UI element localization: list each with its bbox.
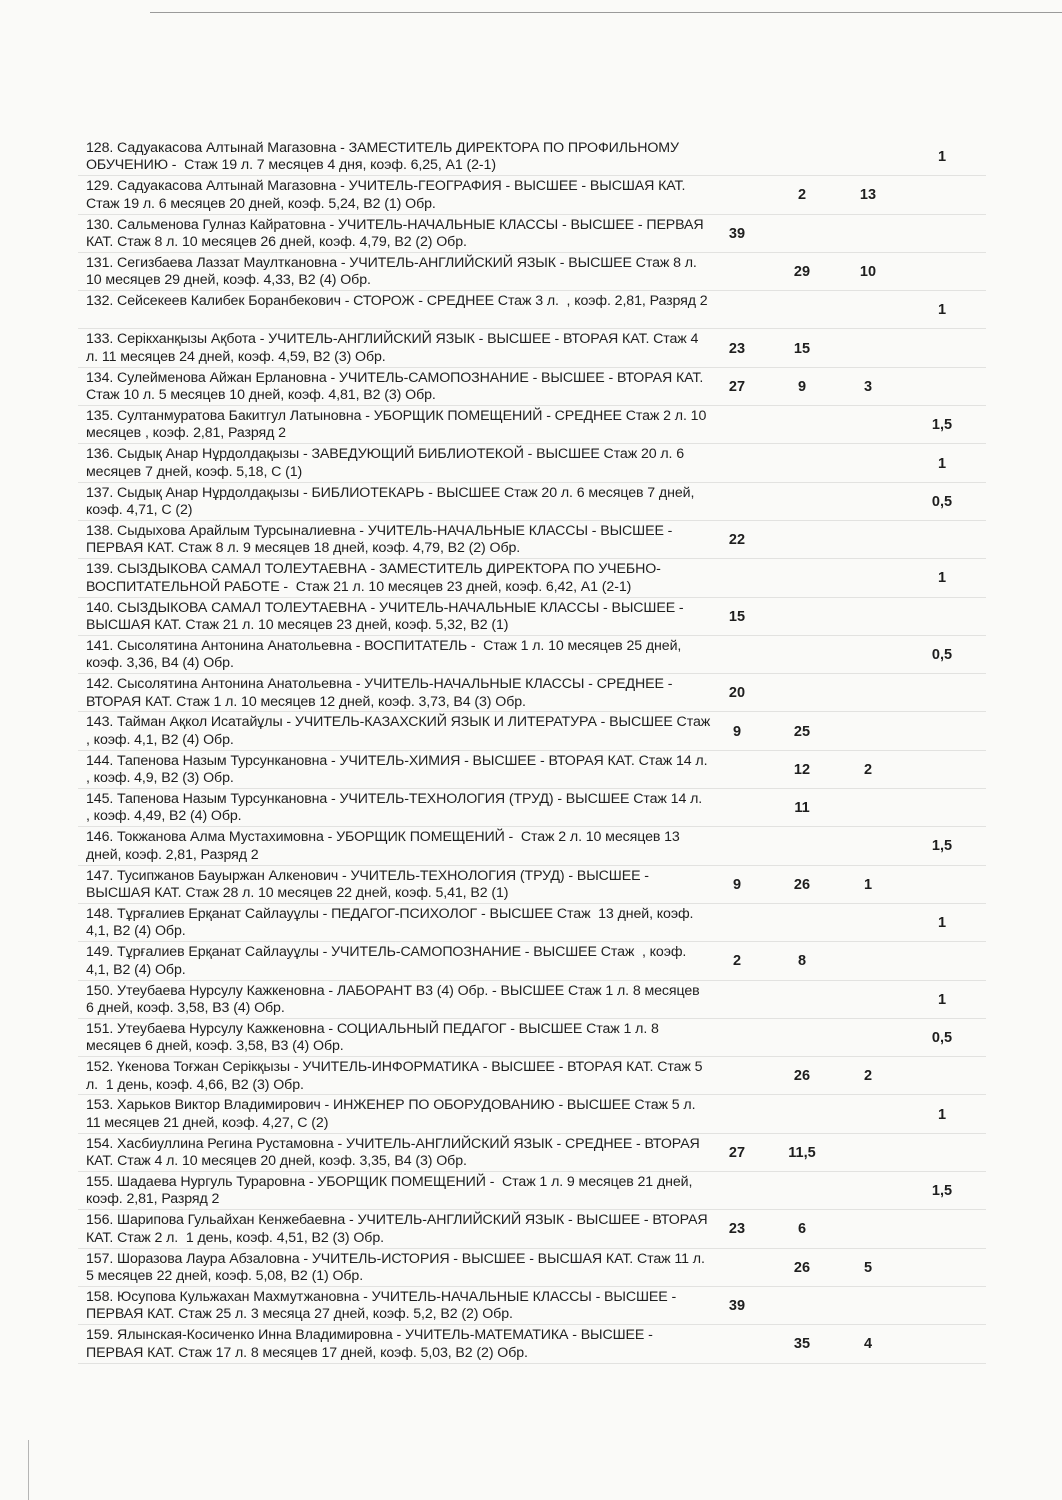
hours-cell-c1	[712, 751, 762, 789]
hours-cell-c1: 27	[728, 378, 746, 395]
table-row	[78, 444, 986, 482]
hours-cell-c1: 23	[728, 1221, 746, 1238]
hours-cell-c4	[917, 1287, 967, 1325]
hours-cell-c1	[712, 1325, 762, 1363]
hours-cell-c4	[917, 1249, 967, 1287]
hours-cell-c3: 2	[863, 761, 873, 778]
staff-description: 130. Сальменова Гулназ Кайратовна - УЧИТЕЛЬ-НАЧАЛЬНЫЕ КЛАССЫ - ВЫСШЕЕ - ПЕРВАЯ КАТ. Стаж 8 л. 10 месяцев 26 дней, коэф. 4,79, В2 (2) Обр.	[86, 216, 708, 250]
hours-cell-c2	[777, 1287, 827, 1325]
hours-cell-c4	[917, 789, 967, 827]
hours-cell-c1: 27	[728, 1144, 746, 1161]
hours-cell-c3: 2	[863, 1068, 873, 1085]
hours-cell-c4: 1	[937, 570, 947, 587]
hours-cell-c2: 11,5	[788, 1144, 816, 1161]
staff-description: 139. СЫЗДЫКОВА САМАЛ ТОЛЕУТАЕВНА - ЗАМЕСТИТЕЛЬ ДИРЕКТОРА ПО УЧЕБНО-ВОСПИТАТЕЛЬНОЙ РАБОТЕ - Стаж 21 л. 10 месяцев 23 дней, коэф. 6,42, А1 (2-1)	[86, 561, 661, 595]
hours-cell-c2: 26	[793, 1068, 811, 1085]
staff-description: 158. Юсупова Кульжахан Махмутжановна - УЧИТЕЛЬ-НАЧАЛЬНЫЕ КЛАССЫ - ВЫСШЕЕ - ПЕРВАЯ КАТ. Стаж 25 л. 3 месяца 27 дней, коэф. 5,2, В2 (2) Обр.	[86, 1288, 680, 1323]
hours-cell-c4	[917, 215, 967, 253]
hours-cell-c2	[777, 406, 827, 444]
staff-description: 132. Сейсекеев Калибек Боранбекович - СТОРОЖ - СРЕДНЕЕ Стаж 3 л. , коэф. 2,81, Разряд 2	[86, 293, 708, 310]
row-divider	[78, 1363, 986, 1364]
hours-cell-c2	[777, 521, 827, 559]
table-row	[78, 138, 986, 176]
staff-description: 155. Шадаева Нургуль Тураровна - УБОРЩИК ПОМЕЩЕНИЙ - Стаж 1 л. 9 месяцев 21 дней, коэф. 2,81, Разряд 2	[86, 1174, 697, 1208]
hours-cell-c1: 22	[728, 532, 746, 549]
staff-description: 133. Серікханқызы Ақбота - УЧИТЕЛЬ-АНГЛИЙСКИЙ ЯЗЫК - ВЫСШЕЕ - ВТОРАЯ КАТ. Стаж 4 л. 11 месяцев 24 дней, коэф. 4,59, В2 (3) Обр.	[86, 331, 703, 365]
hours-cell-c2	[777, 827, 827, 865]
hours-cell-c4: 1,5	[931, 838, 953, 855]
staff-description: 138. Сыдыхова Арайлым Турсыналиевна - УЧИТЕЛЬ-НАЧАЛЬНЫЕ КЛАССЫ - ВЫСШЕЕ - ПЕРВАЯ КАТ. Стаж 8 л. 9 месяцев 18 дней, коэф. 4,79, В2 (2) Обр.	[86, 522, 677, 557]
table-row	[78, 636, 986, 674]
hours-cell-c4	[917, 521, 967, 559]
hours-cell-c4	[917, 942, 967, 980]
staff-description: 152. Үкенова Тоғжан Серікқызы - УЧИТЕЛЬ-ИНФОРМАТИКА - ВЫСШЕЕ - ВТОРАЯ КАТ. Стаж 5 л. 1 день, коэф. 4,66, В2 (3) Обр.	[86, 1059, 707, 1093]
staff-description: 136. Сыдық Анар Нұрдолдақызы - ЗАВЕДУЮЩИЙ БИБЛИОТЕКОЙ - ВЫСШЕЕ Стаж 20 л. 6 месяцев 7 дней, коэф. 5,18, С (1)	[86, 446, 688, 480]
hours-cell-c3: 13	[859, 187, 877, 204]
hours-cell-c2	[777, 1019, 827, 1057]
hours-cell-c3	[843, 444, 893, 482]
hours-cell-c1: 39	[728, 1298, 746, 1315]
table-row	[78, 1287, 986, 1325]
table-row	[78, 712, 986, 750]
staff-description: 147. Тусипжанов Бауыржан Алкенович - УЧИТЕЛЬ-ТЕХНОЛОГИЯ (ТРУД) - ВЫСШЕЕ - ВЫСШАЯ КАТ. Стаж 28 л. 10 месяцев 22 дней, коэф. 5,41, В2 (1)	[86, 867, 653, 902]
hours-cell-c4	[917, 368, 967, 406]
hours-cell-c1: 20	[728, 685, 746, 702]
table-row	[78, 674, 986, 712]
staff-description: 140. СЫЗДЫКОВА САМАЛ ТОЛЕУТАЕВНА - УЧИТЕЛЬ-НАЧАЛЬНЫЕ КЛАССЫ - ВЫСШЕЕ - ВЫСШАЯ КАТ. Стаж 21 л. 10 месяцев 23 дней, коэф. 5,32, В2 (1)	[86, 599, 688, 633]
hours-cell-c3: 1	[863, 876, 873, 893]
hours-cell-c4	[917, 253, 967, 291]
table-row	[78, 329, 986, 367]
hours-cell-c2	[777, 1172, 827, 1210]
hours-cell-c3	[843, 904, 893, 942]
hours-cell-c3: 5	[863, 1259, 873, 1276]
hours-cell-c2: 26	[793, 876, 811, 893]
staff-description: 156. Шарипова Гульайхан Кенжебаевна - УЧИТЕЛЬ-АНГЛИЙСКИЙ ЯЗЫК - ВЫСШЕЕ - ВТОРАЯ КАТ. Стаж 2 л. 1 день, коэф. 4,51, В2 (3) Обр.	[86, 1212, 712, 1246]
staff-description: 145. Тапенова Назым Турсункановна - УЧИТЕЛЬ-ТЕХНОЛОГИЯ (ТРУД) - ВЫСШЕЕ Стаж 14 л. , коэф. 4,49, В2 (4) Обр.	[86, 791, 710, 825]
hours-cell-c2: 11	[794, 800, 810, 817]
hours-cell-c4: 1	[937, 915, 947, 932]
hours-cell-c1	[712, 406, 762, 444]
hours-cell-c4: 1,5	[931, 1183, 953, 1200]
hours-cell-c1	[712, 827, 762, 865]
staff-description: 151. Утеубаева Нурсулу Кажкеновна - СОЦИАЛЬНЫЙ ПЕДАГОГ - ВЫСШЕЕ Стаж 1 л. 8 месяцев 6 дней, коэф. 3,58, В3 (4) Обр.	[86, 1020, 663, 1055]
hours-cell-c2	[777, 138, 827, 176]
hours-cell-c2	[777, 674, 827, 712]
hours-cell-c3	[843, 636, 893, 674]
hours-cell-c3	[843, 827, 893, 865]
staff-description: 148. Тұрғалиев Ерқанат Сайлауұлы - ПЕДАГОГ-ПСИХОЛОГ - ВЫСШЕЕ Стаж 13 дней, коэф. 4,1, В2 (4) Обр.	[86, 905, 698, 940]
hours-cell-c3	[843, 329, 893, 367]
hours-cell-c1: 9	[732, 723, 742, 740]
hours-cell-c2	[777, 904, 827, 942]
hours-cell-c3	[843, 559, 893, 597]
table-row	[78, 291, 986, 329]
staff-description: 159. Ялынская-Косиченко Инна Владимировна - УЧИТЕЛЬ-МАТЕМАТИКА - ВЫСШЕЕ - ПЕРВАЯ КАТ. Стаж 17 л. 8 месяцев 17 дней, коэф. 5,03, В2 (2) Обр.	[86, 1327, 657, 1361]
hours-cell-c1	[712, 138, 762, 176]
hours-cell-c3	[843, 1287, 893, 1325]
table-row	[78, 866, 986, 904]
hours-cell-c2	[777, 1095, 827, 1133]
table-row	[78, 1095, 986, 1133]
hours-cell-c2: 25	[793, 723, 811, 740]
table-row	[78, 1249, 986, 1287]
hours-cell-c3	[843, 1210, 893, 1248]
hours-cell-c3	[843, 789, 893, 827]
hours-cell-c1	[712, 559, 762, 597]
table-row	[78, 942, 986, 980]
hours-cell-c3	[843, 483, 893, 521]
hours-cell-c1: 2	[732, 953, 742, 970]
staff-description: 153. Харьков Виктор Владимирович - ИНЖЕНЕР ПО ОБОРУДОВАНИЮ - ВЫСШЕЕ Стаж 5 л. 11 месяцев 21 дней, коэф. 4,27, С (2)	[86, 1097, 700, 1131]
table-row	[78, 827, 986, 865]
hours-cell-c2: 8	[797, 953, 807, 970]
hours-cell-c4	[917, 176, 967, 214]
table-row	[78, 1172, 986, 1210]
hours-cell-c1: 9	[732, 876, 742, 893]
hours-cell-c1	[712, 981, 762, 1019]
hours-cell-c1: 39	[728, 225, 746, 242]
table-row	[78, 1019, 986, 1057]
hours-cell-c2	[777, 444, 827, 482]
hours-cell-c3	[843, 598, 893, 636]
staff-description: 150. Утеубаева Нурсулу Кажкеновна - ЛАБОРАНТ В3 (4) Обр. - ВЫСШЕЕ Стаж 1 л. 8 месяцев 6 дней, коэф. 3,58, В3 (4) Обр.	[86, 982, 704, 1016]
hours-cell-c1	[712, 1249, 762, 1287]
staff-description: 154. Хасбиуллина Регина Рустамовна - УЧИТЕЛЬ-АНГЛИЙСКИЙ ЯЗЫК - СРЕДНЕЕ - ВТОРАЯ КАТ. Стаж 4 л. 10 месяцев 20 дней, коэф. 3,35, В4 (3) Обр.	[86, 1135, 704, 1170]
table-row	[78, 1210, 986, 1248]
staff-description: 149. Тұрғалиев Ерқанат Сайлауұлы - УЧИТЕЛЬ-САМОПОЗНАНИЕ - ВЫСШЕЕ Стаж , коэф. 4,1, В2 (4) Обр.	[86, 944, 691, 978]
table-row	[78, 253, 986, 291]
staff-description: 143. Тайман Ақкол Исатайұлы - УЧИТЕЛЬ-КАЗАХСКИЙ ЯЗЫК И ЛИТЕРАТУРА - ВЫСШЕЕ Стаж , коэф. 4,1, В2 (4) Обр.	[86, 714, 718, 748]
hours-cell-c4	[917, 1134, 967, 1172]
hours-cell-c2	[777, 636, 827, 674]
hours-cell-c3	[843, 215, 893, 253]
staff-description: 141. Сысолятина Антонина Анатольевна - ВОСПИТАТЕЛЬ - Стаж 1 л. 10 месяцев 25 дней, коэф. 3,36, В4 (4) Обр.	[86, 637, 686, 672]
staff-description: 144. Тапенова Назым Турсункановна - УЧИТЕЛЬ-ХИМИЯ - ВЫСШЕЕ - ВТОРАЯ КАТ. Стаж 14 л. , коэф. 4,9, В2 (3) Обр.	[86, 752, 716, 787]
hours-cell-c2	[777, 483, 827, 521]
hours-cell-c1: 23	[728, 340, 746, 357]
table-row	[78, 904, 986, 942]
hours-cell-c3: 3	[863, 378, 873, 395]
hours-cell-c4: 0,5	[931, 1029, 953, 1046]
hours-cell-c4	[917, 1210, 967, 1248]
table-row	[78, 406, 986, 444]
hours-cell-c4	[917, 1057, 967, 1095]
hours-cell-c2: 12	[793, 761, 811, 778]
hours-cell-c4	[917, 866, 967, 904]
hours-cell-c2	[777, 981, 827, 1019]
hours-cell-c4: 0,5	[931, 647, 953, 663]
hours-cell-c2: 9	[797, 378, 807, 395]
hours-cell-c1	[712, 1057, 762, 1095]
hours-cell-c4: 1	[937, 455, 947, 472]
hours-cell-c3	[843, 1134, 893, 1172]
hours-cell-c1	[712, 1172, 762, 1210]
hours-cell-c4: 1	[937, 1106, 947, 1123]
hours-cell-c3	[843, 1019, 893, 1057]
hours-cell-c3	[843, 1095, 893, 1133]
table-row	[78, 521, 986, 559]
hours-cell-c4: 0,5	[931, 493, 953, 510]
hours-cell-c3	[843, 291, 893, 329]
hours-cell-c2: 6	[797, 1221, 807, 1238]
hours-cell-c4: 1	[937, 302, 947, 319]
hours-cell-c2	[777, 598, 827, 636]
hours-cell-c3	[843, 981, 893, 1019]
staff-description: 128. Садуакасова Алтынай Магазовна - ЗАМЕСТИТЕЛЬ ДИРЕКТОРА ПО ПРОФИЛЬНОМУ ОБУЧЕНИЮ - Стаж 19 л. 7 месяцев 4 дня, коэф. 6,25, А1 (2-1)	[86, 140, 683, 174]
hours-cell-c3	[843, 521, 893, 559]
hours-cell-c1: 15	[728, 608, 746, 625]
left-margin-line	[28, 1440, 29, 1500]
table-row	[78, 598, 986, 636]
staff-description: 134. Сулейменова Айжан Ерлановна - УЧИТЕЛЬ-САМОПОЗНАНИЕ - ВЫСШЕЕ - ВТОРАЯ КАТ. Стаж 10 л. 5 месяцев 10 дней, коэф. 4,81, В2 (3) Обр.	[86, 369, 708, 404]
hours-cell-c2: 26	[793, 1259, 811, 1276]
table-row	[78, 215, 986, 253]
hours-cell-c4	[917, 1325, 967, 1363]
hours-cell-c3	[843, 138, 893, 176]
hours-cell-c4	[917, 674, 967, 712]
top-border-line	[150, 12, 1062, 13]
hours-cell-c1	[712, 789, 762, 827]
hours-cell-c1	[712, 1019, 762, 1057]
hours-cell-c3	[843, 674, 893, 712]
hours-cell-c2	[777, 559, 827, 597]
hours-cell-c2	[777, 291, 827, 329]
hours-cell-c1	[712, 1095, 762, 1133]
hours-cell-c2: 29	[793, 264, 811, 281]
table-row	[78, 751, 986, 789]
staff-description: 157. Шоразова Лаура Абзаловна - УЧИТЕЛЬ-ИСТОРИЯ - ВЫСШЕЕ - ВЫСШАЯ КАТ. Стаж 11 л. 5 месяцев 22 дней, коэф. 5,08, В2 (1) Обр.	[86, 1250, 709, 1285]
hours-cell-c3	[843, 1172, 893, 1210]
hours-cell-c2: 35	[793, 1336, 811, 1353]
staff-description: 131. Сегизбаева Лаззат Маулткановна - УЧИТЕЛЬ-АНГЛИЙСКИЙ ЯЗЫК - ВЫСШЕЕ Стаж 8 л. 10 месяцев 29 дней, коэф. 4,33, В2 (4) Обр.	[86, 254, 701, 289]
table-row	[78, 1325, 986, 1363]
staff-description: 129. Садуакасова Алтынай Магазовна - УЧИТЕЛЬ-ГЕОГРАФИЯ - ВЫСШЕЕ - ВЫСШАЯ КАТ. Стаж 19 л. 6 месяцев 20 дней, коэф. 5,24, В2 (1) Обр.	[86, 178, 690, 212]
hours-cell-c2: 15	[793, 340, 811, 357]
hours-cell-c3	[843, 942, 893, 980]
hours-cell-c1	[712, 444, 762, 482]
hours-cell-c4: 1,5	[931, 417, 953, 434]
hours-cell-c2: 2	[797, 187, 807, 204]
hours-cell-c4	[917, 712, 967, 750]
hours-cell-c4	[917, 329, 967, 367]
hours-cell-c1	[712, 176, 762, 214]
hours-cell-c4: 1	[937, 991, 947, 1008]
staff-description: 146. Токжанова Алма Мустахимовна - УБОРЩИК ПОМЕЩЕНИЙ - Стаж 2 л. 10 месяцев 13 дней, коэф. 2,81, Разряд 2	[86, 829, 684, 863]
table-row	[78, 176, 986, 214]
hours-cell-c3: 10	[859, 264, 877, 281]
table-row	[78, 1134, 986, 1172]
table-row	[78, 1057, 986, 1095]
hours-cell-c2	[777, 215, 827, 253]
hours-cell-c4: 1	[937, 149, 947, 166]
hours-cell-c1	[712, 253, 762, 291]
hours-cell-c4	[917, 751, 967, 789]
hours-cell-c1	[712, 291, 762, 329]
table-row	[78, 368, 986, 406]
table-row	[78, 789, 986, 827]
hours-cell-c1	[712, 904, 762, 942]
hours-cell-c1	[712, 636, 762, 674]
table-row	[78, 483, 986, 521]
table-row	[78, 559, 986, 597]
staff-load-table	[78, 138, 986, 1364]
hours-cell-c3: 4	[863, 1336, 873, 1353]
hours-cell-c1	[712, 483, 762, 521]
staff-description: 135. Султанмуратова Бакитгул Латыновна - УБОРЩИК ПОМЕЩЕНИЙ - СРЕДНЕЕ Стаж 2 л. 10 месяцев , коэф. 2,81, Разряд 2	[86, 408, 711, 442]
staff-description: 137. Сыдық Анар Нұрдолдақызы - БИБЛИОТЕКАРЬ - ВЫСШЕЕ Стаж 20 л. 6 месяцев 7 дней, коэф. 4,71, С (2)	[86, 484, 699, 519]
hours-cell-c4	[917, 598, 967, 636]
hours-cell-c3	[843, 406, 893, 444]
staff-description: 142. Сысолятина Антонина Анатольевна - УЧИТЕЛЬ-НАЧАЛЬНЫЕ КЛАССЫ - СРЕДНЕЕ - ВТОРАЯ КАТ. Стаж 1 л. 10 месяцев 12 дней, коэф. 3,73, В4 (3) Обр.	[86, 676, 677, 710]
hours-cell-c3	[843, 712, 893, 750]
table-row	[78, 981, 986, 1019]
